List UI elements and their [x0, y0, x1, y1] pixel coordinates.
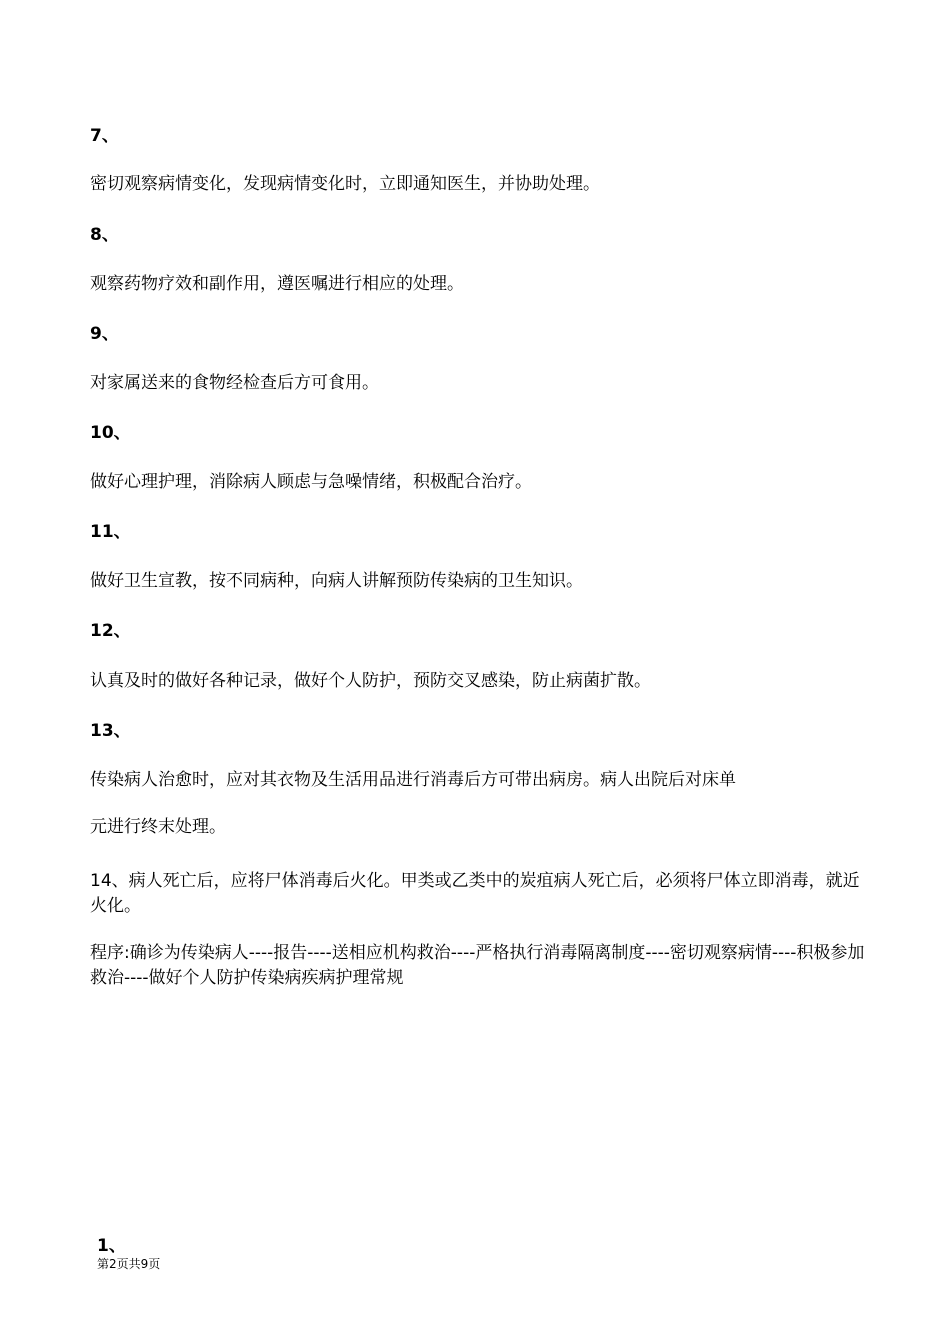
item-7-text: 密切观察病情变化，发现病情变化时，立即通知医生，并协助处理。	[90, 174, 600, 194]
item-14-text: 14、病人死亡后，应将尸体消毒后火化。甲类或乙类中的炭疽病人死亡后，必须将尸体立即消毒，就近火化。	[90, 871, 860, 916]
item-11-text: 做好卫生宣教，按不同病种，向病人讲解预防传染病的卫生知识。	[90, 571, 583, 591]
item-9-number: 9、	[90, 324, 119, 344]
item-10-number: 10、	[90, 423, 131, 443]
item-13-text-line1: 传染病人治愈时，应对其衣物及生活用品进行消毒后方可带出病房。病人出院后对床单	[90, 770, 736, 790]
item-11-number: 11、	[90, 522, 131, 542]
item-7-number: 7、	[90, 126, 119, 146]
footer-item-number: 1、	[97, 1236, 126, 1256]
item-10-text: 做好心理护理，消除病人顾虑与急噪情绪，积极配合治疗。	[90, 472, 532, 492]
item-12-text: 认真及时的做好各种记录，做好个人防护，预防交叉感染，防止病菌扩散。	[90, 671, 651, 691]
item-13-number: 13、	[90, 721, 131, 741]
procedure-text: 程序:确诊为传染病人----报告----送相应机构救治----严格执行消毒隔离制度----密切观察病情----积极参加救治----做好个人防护传染病疾病护理常规	[90, 943, 865, 988]
item-12-number: 12、	[90, 621, 131, 641]
item-9-text: 对家属送来的食物经检查后方可食用。	[90, 373, 379, 393]
page-counter: 第2页共9页	[97, 1257, 161, 1271]
item-8-text: 观察药物疗效和副作用，遵医嘱进行相应的处理。	[90, 274, 464, 294]
item-13-text-line2: 元进行终末处理。	[90, 817, 226, 837]
item-8-number: 8、	[90, 225, 119, 245]
